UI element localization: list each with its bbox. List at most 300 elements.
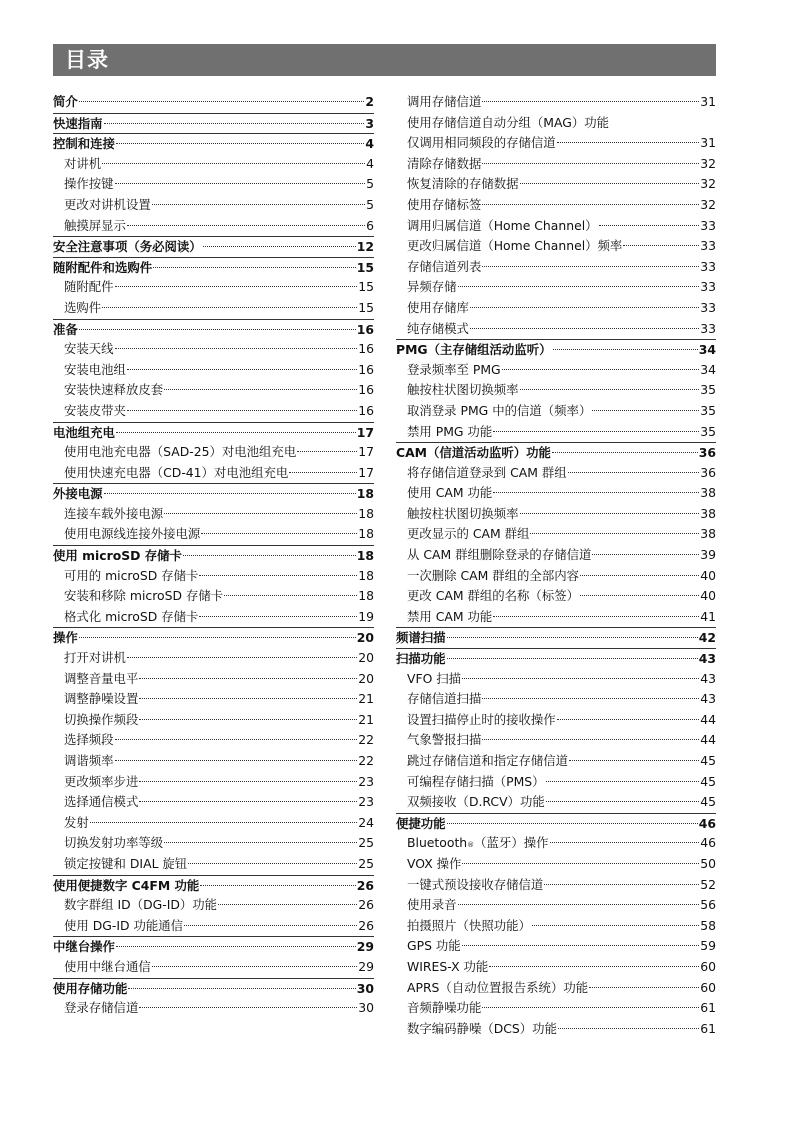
toc-page-number: 15 [358, 299, 374, 315]
toc-entry[interactable] [396, 195, 716, 216]
toc-label: 安装天线 [64, 341, 114, 357]
toc-entry[interactable] [396, 730, 716, 751]
toc-entry[interactable] [396, 257, 716, 278]
toc-label: 连接车载外接电源 [64, 505, 164, 521]
toc-page-number: 5 [366, 196, 374, 212]
toc-entry[interactable] [396, 216, 716, 237]
toc-page-number: 17 [358, 444, 374, 460]
dot-leader [482, 739, 699, 740]
toc-label: 取消登录 PMG 中的信道（频率） [407, 402, 592, 418]
dot-leader [569, 760, 699, 761]
toc-entry[interactable] [396, 360, 716, 381]
toc-section[interactable] [53, 627, 374, 648]
toc-entry[interactable] [53, 360, 374, 381]
dot-leader [599, 225, 700, 226]
dot-leader [592, 410, 699, 411]
toc-entry[interactable] [396, 463, 716, 484]
toc-label: 格式化 microSD 存储卡 [64, 608, 199, 624]
toc-page-number: 4 [366, 155, 374, 171]
toc-entry[interactable] [53, 154, 374, 175]
dot-leader [115, 739, 358, 740]
toc-section[interactable] [53, 875, 374, 896]
toc-page-number: 20 [356, 630, 374, 646]
toc-label: 气象警报扫描 [407, 732, 482, 748]
toc-label: 使用电源线连接外接电源 [64, 526, 201, 542]
dot-leader [184, 925, 357, 926]
toc-label: 禁用 PMG 功能 [407, 423, 493, 439]
toc-page-number: 38 [700, 526, 716, 542]
toc-label: 随附配件 [64, 279, 114, 295]
toc-label: 选择频段 [64, 732, 114, 748]
toc-page-number: 40 [700, 567, 716, 583]
toc-page-number: 32 [700, 196, 716, 212]
toc-page-number: 6 [366, 217, 374, 233]
toc-entry[interactable] [53, 648, 374, 669]
toc-label: 从 CAM 群组删除登录的存储信道 [407, 547, 592, 563]
toc-page-number: 35 [700, 402, 716, 418]
toc-entry[interactable] [53, 216, 374, 237]
toc-label: PMG（主存储组活动监听） [396, 342, 552, 358]
toc-page-number: 21 [358, 711, 374, 727]
toc-entry[interactable] [53, 895, 374, 916]
toc-entry[interactable] [53, 607, 374, 628]
dot-leader [127, 225, 365, 226]
dot-leader [116, 946, 356, 947]
dot-leader [530, 533, 699, 534]
toc-label: 更改对讲机设置 [64, 196, 151, 212]
toc-entry[interactable] [53, 380, 374, 401]
toc-entry[interactable] [396, 401, 716, 422]
dot-leader [493, 492, 699, 493]
toc-page-number: 32 [700, 155, 716, 171]
toc-entry[interactable] [396, 936, 716, 957]
dot-leader [115, 286, 358, 287]
dot-leader [139, 719, 357, 720]
toc-page-number: 25 [358, 855, 374, 871]
toc-entry[interactable] [53, 339, 374, 360]
dot-leader [218, 904, 357, 905]
toc-label: 数字编码静噪（DCS）功能 [407, 1020, 557, 1036]
toc-page-number: 44 [700, 711, 716, 727]
toc-entry[interactable] [53, 298, 374, 319]
dot-leader [462, 678, 699, 679]
dot-leader [502, 369, 700, 370]
toc-entry[interactable] [53, 792, 374, 813]
toc-page-number: 60 [700, 958, 716, 974]
toc-label: 使用中继台通信 [64, 958, 151, 974]
toc-page-number: 33 [700, 320, 716, 336]
toc-entry[interactable] [396, 236, 716, 257]
dot-leader [116, 143, 364, 144]
dot-leader [520, 513, 700, 514]
toc-column-right [396, 92, 716, 1039]
toc-page-number: 36 [698, 445, 716, 461]
toc-label: VOX 操作 [407, 855, 462, 871]
toc-page-number: 45 [700, 794, 716, 810]
toc-entry[interactable] [53, 463, 374, 484]
toc-label: 随附配件和选购件 [53, 259, 153, 275]
toc-page-number: 4 [365, 136, 374, 152]
toc-section[interactable] [53, 483, 374, 504]
toc-entry[interactable] [396, 669, 716, 690]
toc-entry[interactable] [396, 607, 716, 628]
dot-leader [200, 885, 355, 886]
toc-page-number: 20 [358, 650, 374, 666]
toc-label: 切换操作频段 [64, 711, 139, 727]
toc-entry[interactable] [53, 524, 374, 545]
dot-leader [482, 1007, 699, 1008]
dot-leader [552, 452, 698, 453]
toc-page-number: 20 [358, 670, 374, 686]
toc-entry[interactable] [53, 998, 374, 1019]
dot-leader [568, 472, 700, 473]
toc-entry[interactable] [396, 380, 716, 401]
toc-entry[interactable] [53, 854, 374, 875]
toc-entry[interactable] [396, 422, 716, 443]
dot-leader [557, 719, 700, 720]
toc-page-number: 33 [700, 217, 716, 233]
toc-section[interactable] [53, 422, 374, 443]
toc-entry[interactable] [53, 504, 374, 525]
toc-entry[interactable] [396, 113, 716, 134]
toc-label: 使用 DG-ID 功能通信 [64, 917, 184, 933]
toc-entry[interactable] [396, 298, 716, 319]
toc-entry[interactable] [396, 524, 716, 545]
toc-entry[interactable] [396, 504, 716, 525]
dot-leader [203, 246, 356, 247]
toc-label: 外接电源 [53, 486, 103, 502]
dot-leader [592, 554, 699, 555]
toc-page-number: 56 [700, 897, 716, 913]
toc-page-number: 30 [358, 1000, 374, 1016]
toc-page-number: 18 [358, 567, 374, 583]
toc-label: 操作 [53, 630, 78, 646]
toc-label: 一键式预设接收存储信道 [407, 876, 544, 892]
toc-entry[interactable] [53, 751, 374, 772]
toc-entry[interactable] [53, 916, 374, 937]
toc-section[interactable] [396, 442, 716, 463]
toc-label: 触摸屏显示 [64, 217, 126, 233]
toc-page-number: 17 [358, 464, 374, 480]
toc-page-number: 16 [358, 402, 374, 418]
dot-leader [152, 966, 357, 967]
toc-label: 触按柱状图切换频率 [407, 382, 519, 398]
toc-label: 调谐频率 [64, 753, 114, 768]
toc-page-number: 41 [700, 608, 716, 624]
toc-label: 禁用 CAM 功能 [407, 608, 493, 624]
toc-label: 安装和移除 microSD 存储卡 [64, 588, 224, 604]
toc-label: 调用存储信道 [407, 94, 482, 109]
toc-label: 异频存储 [407, 279, 457, 295]
toc-entry[interactable] [53, 277, 374, 298]
toc-entry[interactable] [53, 833, 374, 854]
toc-page-number: 18 [356, 486, 374, 502]
toc-section[interactable] [396, 339, 716, 360]
dot-leader [546, 781, 700, 782]
toc-entry[interactable] [53, 669, 374, 690]
dot-leader [164, 513, 357, 514]
toc-entry[interactable] [53, 689, 374, 710]
dot-leader [520, 389, 700, 390]
toc-page-number: 18 [356, 548, 374, 564]
toc-entry[interactable] [53, 710, 374, 731]
dot-leader [139, 698, 357, 699]
toc-label: 安装快速释放皮套 [64, 382, 164, 398]
toc-entry[interactable] [53, 566, 374, 587]
toc-page-number: 26 [358, 897, 374, 913]
toc-label: 可编程存储扫描（PMS） [407, 773, 545, 789]
dot-leader [115, 348, 358, 349]
toc-page-number: 15 [358, 279, 374, 295]
toc-page-number: 35 [700, 423, 716, 439]
toc-page-number: 3 [365, 115, 374, 131]
dot-leader [462, 863, 699, 864]
dot-leader [79, 329, 356, 330]
toc-entry[interactable] [396, 319, 716, 340]
toc-label: 安全注意事项（务必阅读） [53, 239, 202, 255]
toc-section[interactable] [396, 627, 716, 648]
dot-leader [153, 267, 356, 268]
toc-label: 纯存储模式 [407, 320, 469, 336]
toc-label: 便捷功能 [396, 815, 446, 831]
toc-label: 更改显示的 CAM 群组 [407, 526, 530, 542]
toc-label: 发射 [64, 814, 89, 830]
toc-label: 选择通信模式 [64, 794, 139, 810]
toc-column-left [53, 92, 374, 1019]
toc-section[interactable] [53, 936, 374, 957]
toc-page-number: 46 [700, 835, 716, 851]
toc-label: 频谱扫描 [396, 630, 446, 646]
toc-entry[interactable] [396, 483, 716, 504]
dot-leader [201, 533, 357, 534]
toc-page-number: 23 [358, 794, 374, 810]
toc-label: 使用存储库 [407, 299, 469, 315]
toc-page-number: 61 [700, 1020, 716, 1036]
dot-leader [482, 266, 699, 267]
toc-entry[interactable] [53, 174, 374, 195]
toc-page-number: 58 [700, 917, 716, 933]
toc-section[interactable] [53, 113, 374, 134]
toc-section[interactable] [53, 92, 374, 113]
toc-label: 可用的 microSD 存储卡 [64, 567, 199, 583]
dot-leader [470, 307, 699, 308]
dot-leader [115, 760, 358, 761]
toc-label-cont: （蓝牙）操作 [474, 835, 549, 851]
dot-leader [482, 163, 699, 164]
dot-leader [532, 925, 699, 926]
toc-label: 调用归属信道（Home Channel） [407, 217, 598, 233]
toc-entry[interactable] [396, 277, 716, 298]
toc-page-number: 43 [700, 670, 716, 686]
toc-page-number: 33 [700, 279, 716, 295]
dot-leader [580, 595, 699, 596]
toc-page-number: 17 [356, 424, 374, 440]
toc-label: 登录频率至 PMG [407, 361, 501, 377]
toc-label: 使用存储功能 [53, 980, 128, 996]
dot-leader [116, 432, 356, 433]
toc-entry[interactable] [396, 875, 716, 896]
toc-label: 中继台操作 [53, 939, 115, 955]
toc-label: 使用存储信道自动分组（MAG）功能 [407, 114, 610, 130]
toc-entry[interactable] [396, 710, 716, 731]
toc-entry[interactable] [53, 195, 374, 216]
toc-entry[interactable] [53, 586, 374, 607]
toc-label: 安装皮带夹 [64, 402, 126, 418]
toc-page-number: 18 [358, 526, 374, 542]
toc-entry[interactable] [53, 442, 374, 463]
toc-label: 更改频率步进 [64, 773, 139, 789]
toc-label: 控制和连接 [53, 136, 115, 152]
dot-leader [493, 431, 699, 432]
toc-label: 一次删除 CAM 群组的全部内容 [407, 567, 579, 583]
toc-label: 清除存储数据 [407, 155, 482, 171]
toc-entry[interactable] [396, 689, 716, 710]
toc-page-number: 18 [358, 588, 374, 604]
toc-entry[interactable] [396, 545, 716, 566]
dot-leader [79, 637, 356, 638]
toc-entry[interactable] [396, 133, 716, 154]
toc-label: 使用便捷数字 C4FM 功能 [53, 877, 200, 893]
toc-label: 将存储信道登录到 CAM 群组 [407, 464, 567, 480]
toc-page-number: 5 [366, 176, 374, 192]
toc-section[interactable] [53, 236, 374, 257]
toc-label: 双频接收（D.RCV）功能 [407, 794, 545, 810]
toc-section[interactable] [396, 813, 716, 834]
toc-entry[interactable] [396, 154, 716, 175]
toc-page-number: 16 [356, 321, 374, 337]
dot-leader [90, 822, 357, 823]
toc-label: 恢复清除的存储数据 [407, 176, 519, 192]
toc-section[interactable] [53, 257, 374, 278]
dot-leader [139, 678, 357, 679]
toc-page-number: 18 [358, 505, 374, 521]
toc-entry[interactable]: Bluetooth ® （蓝牙）操作 46 [396, 833, 716, 854]
toc-label: 更改 CAM 群组的名称（标签） [407, 588, 579, 604]
dot-leader [297, 451, 357, 452]
toc-label: 跳过存储信道和指定存储信道 [407, 753, 569, 768]
dot-leader [462, 945, 700, 946]
toc-label: 扫描功能 [396, 651, 446, 667]
toc-section[interactable] [53, 545, 374, 566]
dot-leader [139, 781, 357, 782]
toc-page-number: 42 [698, 630, 716, 646]
dot-leader [489, 966, 699, 967]
toc-page-number: 12 [356, 239, 374, 255]
dot-leader [127, 369, 357, 370]
toc-label: 安装电池组 [64, 361, 126, 377]
dot-leader [623, 245, 699, 246]
toc-label: 更改归属信道（Home Channel）频率 [407, 238, 623, 254]
toc-section[interactable] [396, 648, 716, 669]
toc-entry[interactable] [396, 92, 716, 113]
dot-leader [164, 389, 357, 390]
toc-entry[interactable] [396, 566, 716, 587]
toc-entry[interactable] [53, 772, 374, 793]
dot-leader [482, 204, 699, 205]
toc-label: 准备 [53, 321, 78, 337]
toc-entry[interactable] [396, 895, 716, 916]
dot-leader [470, 328, 699, 329]
toc-label: 存储信道扫描 [407, 691, 482, 707]
toc-entry[interactable] [396, 772, 716, 793]
toc-page-number: 43 [700, 691, 716, 707]
toc-entry[interactable] [396, 792, 716, 813]
toc-label: CAM（信道活动监听）功能 [396, 445, 551, 461]
dot-leader [164, 842, 357, 843]
toc-entry[interactable] [396, 998, 716, 1019]
toc-section[interactable] [53, 133, 374, 154]
dot-leader [557, 142, 700, 143]
dot-leader [589, 987, 699, 988]
dot-leader [447, 823, 698, 824]
toc-page-number: 26 [358, 917, 374, 933]
toc-entry[interactable] [396, 751, 716, 772]
toc-label: 音频静噪功能 [407, 1000, 482, 1016]
toc-label: Bluetooth [407, 835, 468, 851]
toc-entry[interactable] [396, 174, 716, 195]
dot-leader [152, 204, 365, 205]
toc-page-number: 40 [700, 588, 716, 604]
toc-label: 使用存储标签 [407, 196, 482, 212]
toc-label: 触按柱状图切换频率 [407, 505, 519, 521]
dot-leader [115, 183, 366, 184]
toc-page-number: 16 [358, 361, 374, 377]
dot-leader [458, 904, 700, 905]
toc-page-number: 36 [700, 464, 716, 480]
toc-label: 操作按键 [64, 176, 114, 192]
toc-label: WIRES-X 功能 [407, 958, 489, 974]
toc-section[interactable] [53, 978, 374, 999]
toc-page-number: 38 [700, 485, 716, 501]
toc-entry[interactable] [396, 957, 716, 978]
toc-page-number: 44 [700, 732, 716, 748]
toc-label: 切换发射功率等级 [64, 835, 164, 851]
toc-entry[interactable] [396, 586, 716, 607]
dot-leader [79, 101, 365, 102]
toc-label: 使用录音 [407, 897, 457, 913]
dot-leader [493, 616, 699, 617]
toc-entry[interactable] [53, 813, 374, 834]
dot-leader [482, 101, 699, 102]
toc-page-number: 45 [700, 753, 716, 768]
toc-entry[interactable] [396, 978, 716, 999]
toc-section[interactable] [53, 319, 374, 340]
toc-page-number: 22 [358, 753, 374, 768]
dot-leader [546, 801, 699, 802]
toc-page-number: 29 [358, 958, 374, 974]
toc-entry[interactable] [396, 916, 716, 937]
toc-page-number: 30 [356, 980, 374, 996]
toc-page-number: 25 [358, 835, 374, 851]
toc-label: 设置扫描停止时的接收操作 [407, 711, 556, 727]
toc-label: 对讲机 [64, 155, 102, 171]
toc-page-number: 19 [358, 608, 374, 624]
toc-label: 电池组充电 [53, 424, 115, 440]
toc-entry[interactable] [53, 401, 374, 422]
toc-entry[interactable] [396, 854, 716, 875]
dot-leader [127, 657, 357, 658]
toc-entry[interactable] [53, 957, 374, 978]
dot-leader [520, 183, 700, 184]
toc-page-number: 34 [700, 361, 716, 377]
toc-page-number: 39 [700, 547, 716, 563]
toc-label: 调整音量电平 [64, 670, 139, 686]
toc-page-number: 52 [700, 876, 716, 892]
toc-label: 选购件 [64, 299, 102, 315]
toc-page-number: 26 [356, 877, 374, 893]
toc-entry[interactable] [396, 1019, 716, 1040]
toc-entry[interactable] [53, 730, 374, 751]
